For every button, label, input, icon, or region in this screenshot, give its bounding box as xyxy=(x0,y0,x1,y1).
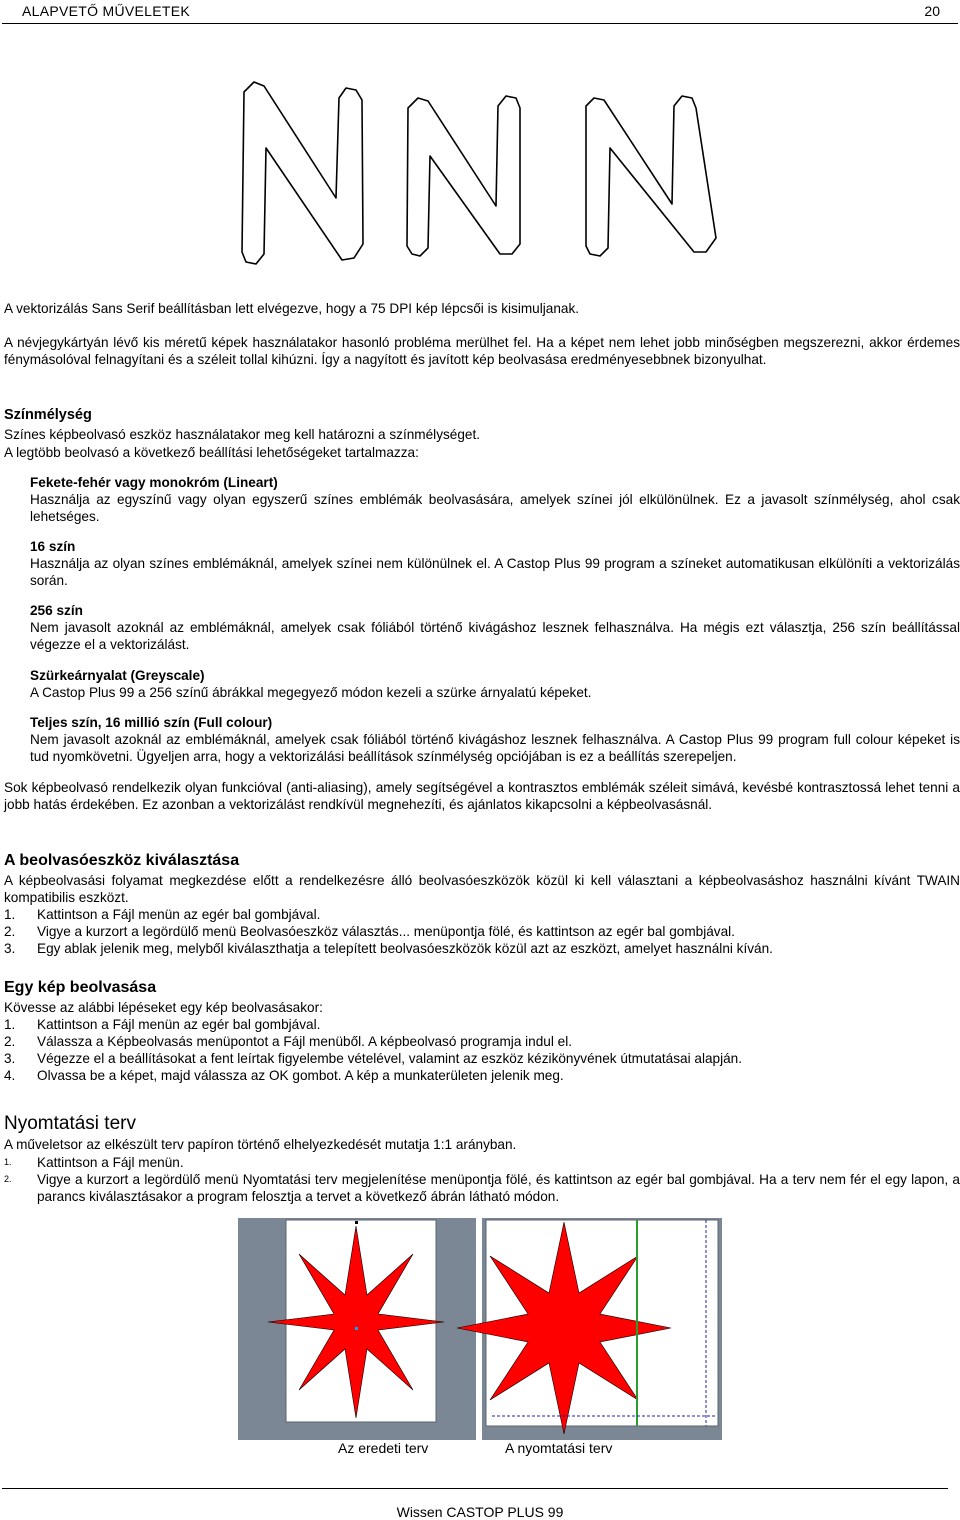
list-item-text: Válassza a Képbeolvasás menüpontot a Fájl menüből. A képbeolvasó programja indul el. xyxy=(37,1034,573,1049)
list-item-text: Kattintson a Fájl menün az egér bal gombjával. xyxy=(37,1017,321,1032)
page-footer: Wissen CASTOP PLUS 99 xyxy=(396,1504,564,1520)
option-title: Teljes szín, 16 millió szín (Full colour) xyxy=(30,715,273,730)
list-item xyxy=(4,906,960,923)
option-full-colour xyxy=(30,714,960,765)
list-item-text: Kattintson a Fájl menün az egér bal gombjával. xyxy=(37,907,321,922)
list-item xyxy=(4,1050,960,1067)
intro-paragraph-1: A vektorizálás Sans Serif beállításban lett elvégezve, hogy a 75 DPI kép lépcsői is kisimuljanak. xyxy=(4,301,580,316)
list-item xyxy=(4,1067,960,1084)
section-heading-beolvaso: A beolvasóeszköz kiválasztása xyxy=(4,852,240,869)
list-item-text: Vigye a kurzort a legördülő menü Beolvasóeszköz választás... menüpontja fölé, és kattintson az egér bal gombjával. xyxy=(37,924,735,939)
option-text: A Castop Plus 99 a 256 színű ábrákkal megegyező módon kezeli a szürke árnyalatú képeket. xyxy=(30,685,592,700)
nyomtatasi-intro: A műveletsor az elkészült terv papíron történő elhelyezkedését mutatja 1:1 arányban. xyxy=(4,1137,517,1152)
print-plan-figure xyxy=(457,1218,722,1440)
list-item-number: 3. xyxy=(4,941,16,956)
list-item-number: 1. xyxy=(4,907,16,922)
section-heading-egy-kep: Egy kép beolvasása xyxy=(4,979,157,996)
option-text: Használja az olyan színes emblémáknál, amelyek színei nem különülnek el. A Castop Plus 99 program a színeket automatikusan elkülöníti a vektorizálás során. xyxy=(30,556,960,588)
option-text: Nem javasolt azoknál az emblémáknál, amelyek csak fóliából történő kivágáshoz lesznek felhasználva. Ha mégis ezt választja, 256 szín beállítással végezze el a vektorizálást. xyxy=(30,620,960,652)
figure-caption-print-plan: A nyomtatási terv xyxy=(505,1440,613,1456)
page-header xyxy=(2,0,958,24)
option-lineart xyxy=(30,474,960,525)
footer-divider xyxy=(2,1488,948,1489)
option-title: Szürkeárnyalat (Greyscale) xyxy=(30,668,205,683)
list-item xyxy=(4,1016,960,1033)
header-title: ALAPVETŐ MŰVELETEK xyxy=(22,3,191,19)
szinmelyseg-intro-2: A legtöbb beolvasó a következő beállítási lehetőségeket tartalmazza: xyxy=(4,445,419,460)
list-item xyxy=(4,1171,960,1205)
option-title: 256 szín xyxy=(30,603,83,618)
list-item-number: 2. xyxy=(4,924,16,939)
list-item-text: Kattintson a Fájl menün. xyxy=(37,1155,184,1170)
figure-caption-original: Az eredeti terv xyxy=(338,1440,429,1456)
option-16-colors xyxy=(30,538,960,589)
list-item-number: 2. xyxy=(4,1034,16,1049)
list-item-number: 3. xyxy=(4,1051,16,1066)
list-item-text: Olvassa be a képet, majd válassza az OK gombot. A kép a munkaterületen jelenik meg. xyxy=(37,1068,564,1083)
egykep-steps xyxy=(4,1016,960,1084)
print-preview-figures xyxy=(238,1218,722,1440)
option-title: 16 szín xyxy=(30,539,76,554)
list-item xyxy=(4,1033,960,1050)
list-item-text: Egy ablak jelenik meg, melyből kiválaszthatja a telepített beolvasóeszközök közül azt az eszközt, amelyet használni kíván. xyxy=(37,941,773,956)
egykep-intro: Kövesse az alábbi lépéseket egy kép beolvasásakor: xyxy=(4,1000,323,1015)
option-text: Használja az egyszínű vagy olyan egyszerű színes emblémák beolvasására, amelyek színei jól elkülönülnek. Ez a javasolt színmélység, ahol csak lehetséges. xyxy=(30,492,960,524)
list-item xyxy=(4,923,960,940)
list-item xyxy=(4,940,960,957)
intro-paragraph-2: A névjegykártyán lévő kis méretű képek használatakor hasonló probléma merülhet fel. Ha a képet nem lehet jobb minőségben megszerezni, akkor érdemes fénymásolóval felnagyítani és a széleit tollal kihúzni. Így a nagyított és javított kép beolvasása eredményesebbnek bizonyulhat. xyxy=(4,335,960,367)
list-item-text: Vigye a kurzort a legördülő menü Nyomtatási terv megjelenítése menüpontja fölé, és kattintson az egér bal gombjával. Ha a terv nem fér el egy lapon, a parancs kiválasztásakor a program felosztja a tervet a következő ábrán látható módon. xyxy=(37,1172,960,1204)
original-design-figure xyxy=(238,1218,476,1440)
list-item-number: 1. xyxy=(4,1017,16,1032)
option-256-colors xyxy=(30,602,960,653)
page-number: 20 xyxy=(924,3,940,19)
szinmelyseg-intro-1: Színes képbeolvasó eszköz használatakor meg kell határozni a színmélységet. xyxy=(4,427,481,442)
list-item-number: 2. xyxy=(4,1174,12,1184)
section-heading-szinmelyseg: Színmélység xyxy=(4,407,92,423)
section-heading-nyomtatasi-terv: Nyomtatási terv xyxy=(4,1113,136,1134)
antialias-paragraph: Sok képbeolvasó rendelkezik olyan funkcióval (anti-aliasing), amely segítségével a kontrasztos emblémák széleit simává, kevésbé kontrasztossá lehet tenni a jobb hatás érdekében. Ez azonban a vektorizálást rendkívül megnehezíti, és ajánlatos kikapcsolni a képbeolvasásnál. xyxy=(4,780,960,812)
option-text: Nem javasolt azoknál az emblémáknál, amelyek csak fóliából történő kivágáshoz lesznek felhasználva. A Castop Plus 99 program full colour képeket is tud nyomkövetni. Ügyeljen arra, hogy a vektorizálási beállítások színmélység opciójában is ez a beállítás szerepeljen. xyxy=(30,732,960,764)
list-item-number: 4. xyxy=(4,1068,16,1083)
beolvaso-intro: A képbeolvasási folyamat megkezdése előtt a rendelkezésre álló beolvasóeszközök közül ki kell választani a képbeolvasáshoz használni kívánt TWAIN kompatibilis eszközt. xyxy=(4,873,960,905)
list-item-text: Végezze el a beállításokat a fent leírtak figyelembe vételével, valamint az eszköz kézikönyvének útmutatásai alapján. xyxy=(37,1051,742,1066)
list-item xyxy=(4,1154,960,1171)
beolvaso-steps xyxy=(4,906,960,957)
nyomtatasi-steps xyxy=(4,1154,960,1205)
option-greyscale xyxy=(30,667,960,701)
nnn-vectorized-outline-image xyxy=(238,76,722,268)
list-item-number: 1. xyxy=(4,1157,12,1167)
option-title: Fekete-fehér vagy monokróm (Lineart) xyxy=(30,475,278,490)
